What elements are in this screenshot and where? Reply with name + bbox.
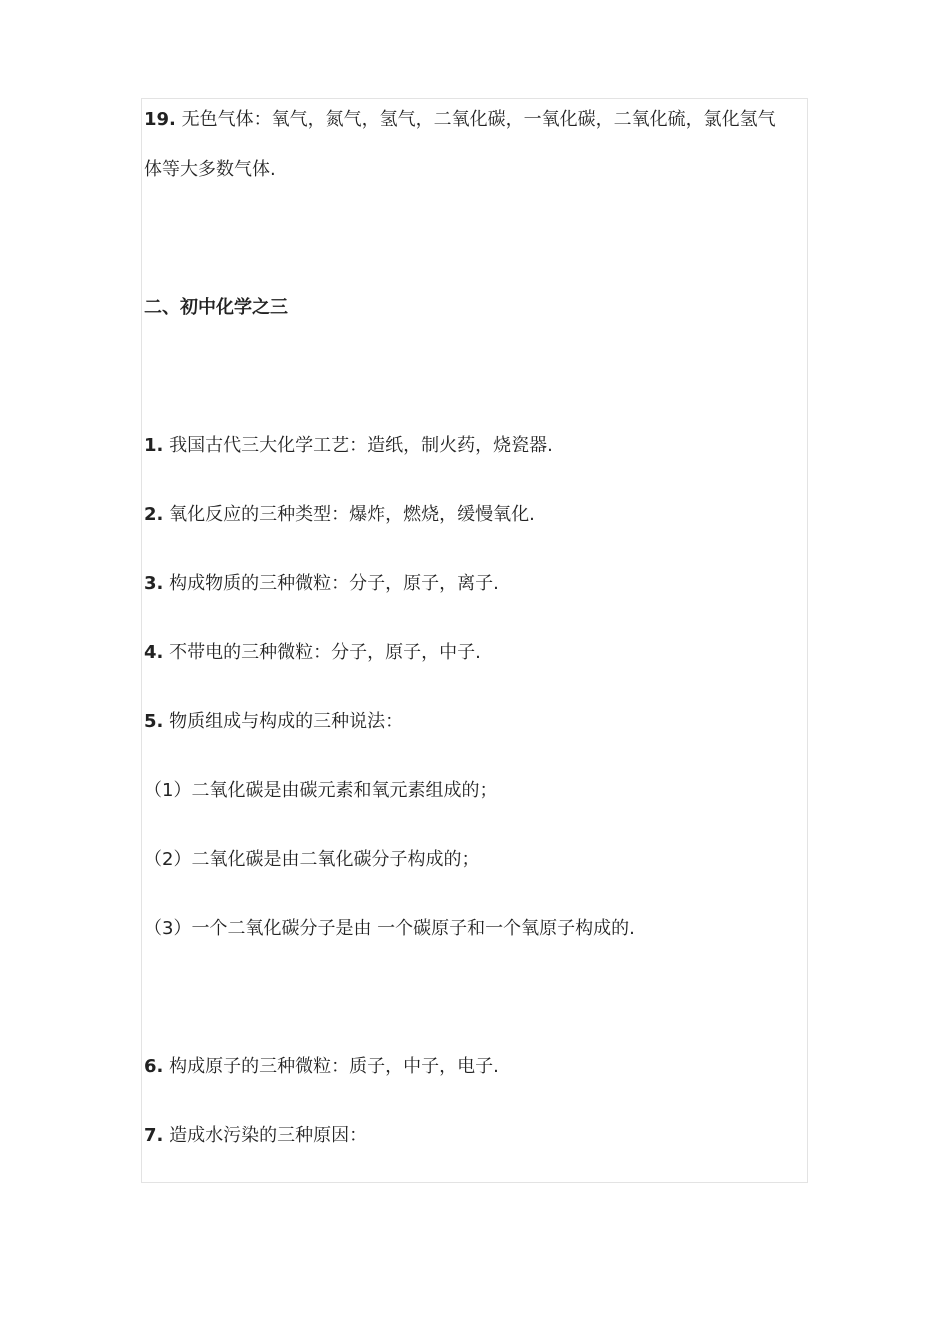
list-item-2 bbox=[144, 503, 535, 527]
list-item-4 bbox=[144, 641, 481, 665]
item-number: 5. bbox=[144, 711, 164, 732]
list-item-7 bbox=[144, 1124, 367, 1148]
item-text: 氧化反应的三种类型：爆炸，燃烧，缓慢氧化. bbox=[163, 504, 535, 525]
item-text: 我国古代三大化学工艺：造纸，制火药，烧瓷器. bbox=[163, 435, 553, 456]
section-heading: 二、初中化学之三 bbox=[144, 297, 288, 318]
item-number: 19. bbox=[144, 109, 176, 130]
sub-item-1: （1）二氧化碳是由碳元素和氧元素组成的； bbox=[144, 780, 498, 801]
list-item-1 bbox=[144, 434, 553, 458]
item-number: 3. bbox=[144, 573, 164, 594]
item-19-line-2 bbox=[144, 158, 276, 182]
item-text: 物质组成与构成的三种说法： bbox=[163, 711, 404, 732]
item-number: 6. bbox=[144, 1056, 164, 1077]
item-number: 4. bbox=[144, 642, 164, 663]
item-number: 1. bbox=[144, 435, 164, 456]
list-item-3 bbox=[144, 572, 499, 596]
item-number: 2. bbox=[144, 504, 164, 525]
item-text: 无色气体：氧气，氮气，氢气，二氧化碳，一氧化碳，二氧化硫，氯化氢气 bbox=[175, 109, 776, 130]
list-item-6 bbox=[144, 1055, 499, 1079]
sub-item-3: （3）一个二氧化碳分子是由 一个碳原子和一个氧原子构成的. bbox=[144, 918, 635, 939]
item-text: 不带电的三种微粒：分子，原子，中子. bbox=[163, 642, 481, 663]
item-text: 构成物质的三种微粒：分子，原子，离子. bbox=[163, 573, 499, 594]
list-item-5 bbox=[144, 710, 403, 734]
item-number: 7. bbox=[144, 1125, 164, 1146]
item-19-line-1 bbox=[144, 108, 776, 132]
item-text: 造成水污染的三种原因： bbox=[163, 1125, 368, 1146]
sub-item-2: （2）二氧化碳是由二氧化碳分子构成的； bbox=[144, 849, 480, 870]
item-text: 构成原子的三种微粒：质子，中子，电子. bbox=[163, 1056, 499, 1077]
item-text: 体等大多数气体. bbox=[144, 159, 276, 180]
